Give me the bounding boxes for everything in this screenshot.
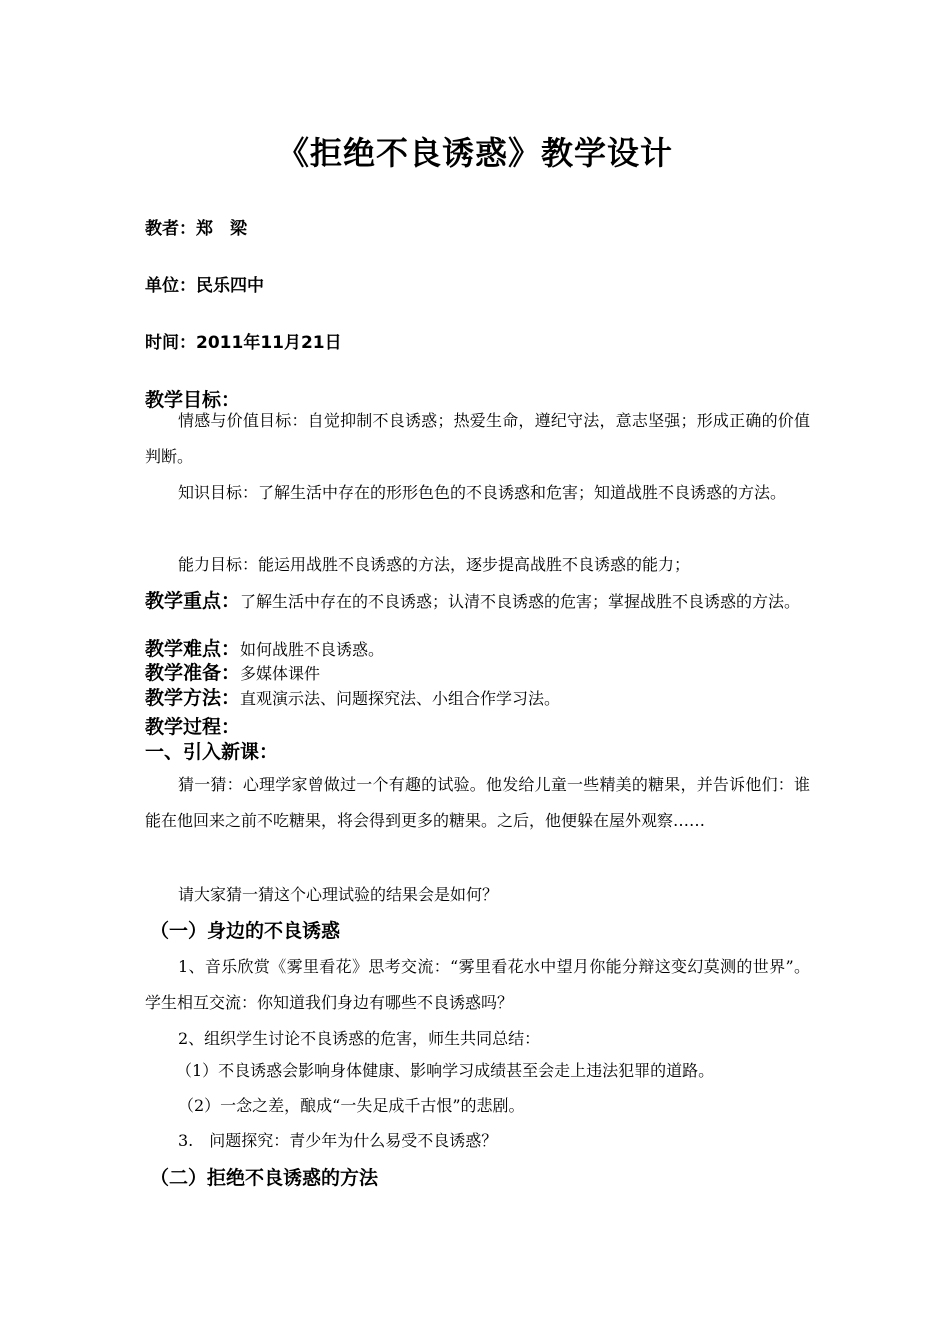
section-1-sub-2: （2）一念之差，酿成“一失足成千古恨”的悲剧。 <box>178 1096 525 1115</box>
preparation-text: 多媒体课件 <box>240 664 321 683</box>
difficulty <box>145 639 810 660</box>
unit-line: 单位：民乐四中 <box>145 276 264 296</box>
section-1-item-3: 3. 问题探究：青少年为什么易受不良诱惑？ <box>178 1131 498 1150</box>
section-1-item-1: 1、音乐欣赏《雾里看花》思考交流：“雾里看花水中望月你能分辩这变幻莫测的世界”。学生相互交流：你知道我们身边有哪些不良诱惑吗？ <box>145 957 810 1012</box>
time-line: 时间：2011年11月21日 <box>145 333 342 353</box>
section-1-item-2: 2、组织学生讨论不良诱惑的危害，师生共同总结： <box>178 1029 541 1048</box>
intro-heading: 一、引入新课： <box>145 741 279 763</box>
preparation <box>145 663 810 684</box>
methods-text: 直观演示法、问题探究法、小组合作学习法。 <box>240 689 561 708</box>
section-1-sub-1: （1）不良诱惑会影响身体健康、影响学习成绩甚至会走上违法犯罪的道路。 <box>176 1061 715 1080</box>
teacher-line: 教者：郑 梁 <box>145 219 247 239</box>
process-heading: 教学过程： <box>145 716 241 738</box>
section-1-heading: （一）身边的不良诱惑 <box>150 920 341 942</box>
methods <box>145 688 810 709</box>
intro-question: 请大家猜一猜这个心理试验的结果会是如何？ <box>178 885 499 904</box>
methods-label: 教学方法： <box>145 687 241 709</box>
page-title: 《拒绝不良诱惑》教学设计 <box>276 134 673 172</box>
key-points <box>145 591 810 612</box>
difficulty-label: 教学难点： <box>145 638 241 660</box>
objective-knowledge: 知识目标：了解生活中存在的形形色色的不良诱惑和危害；知道战胜不良诱惑的方法。 <box>178 483 787 502</box>
intro-paragraph: 猜一猜：心理学家曾做过一个有趣的试验。他发给儿童一些精美的糖果，并告诉他们：谁能在他回来之前不吃糖果，将会得到更多的糖果。之后，他便躲在屋外观察…… <box>145 775 810 830</box>
section-2-heading: （二）拒绝不良诱惑的方法 <box>150 1167 379 1189</box>
key-points-label: 教学重点： <box>145 590 241 612</box>
objective-emotion: 情感与价值目标：自觉抑制不良诱惑；热爱生命，遵纪守法，意志坚强；形成正确的价值判断。 <box>145 411 810 466</box>
key-points-text: 了解生活中存在的不良诱惑；认清不良诱惑的危害；掌握战胜不良诱惑的方法。 <box>240 592 801 611</box>
objective-ability: 能力目标：能运用战胜不良诱惑的方法，逐步提高战胜不良诱惑的能力； <box>178 555 691 574</box>
objectives-heading: 教学目标： <box>145 389 241 411</box>
difficulty-text: 如何战胜不良诱惑。 <box>240 640 385 659</box>
preparation-label: 教学准备： <box>145 662 241 684</box>
